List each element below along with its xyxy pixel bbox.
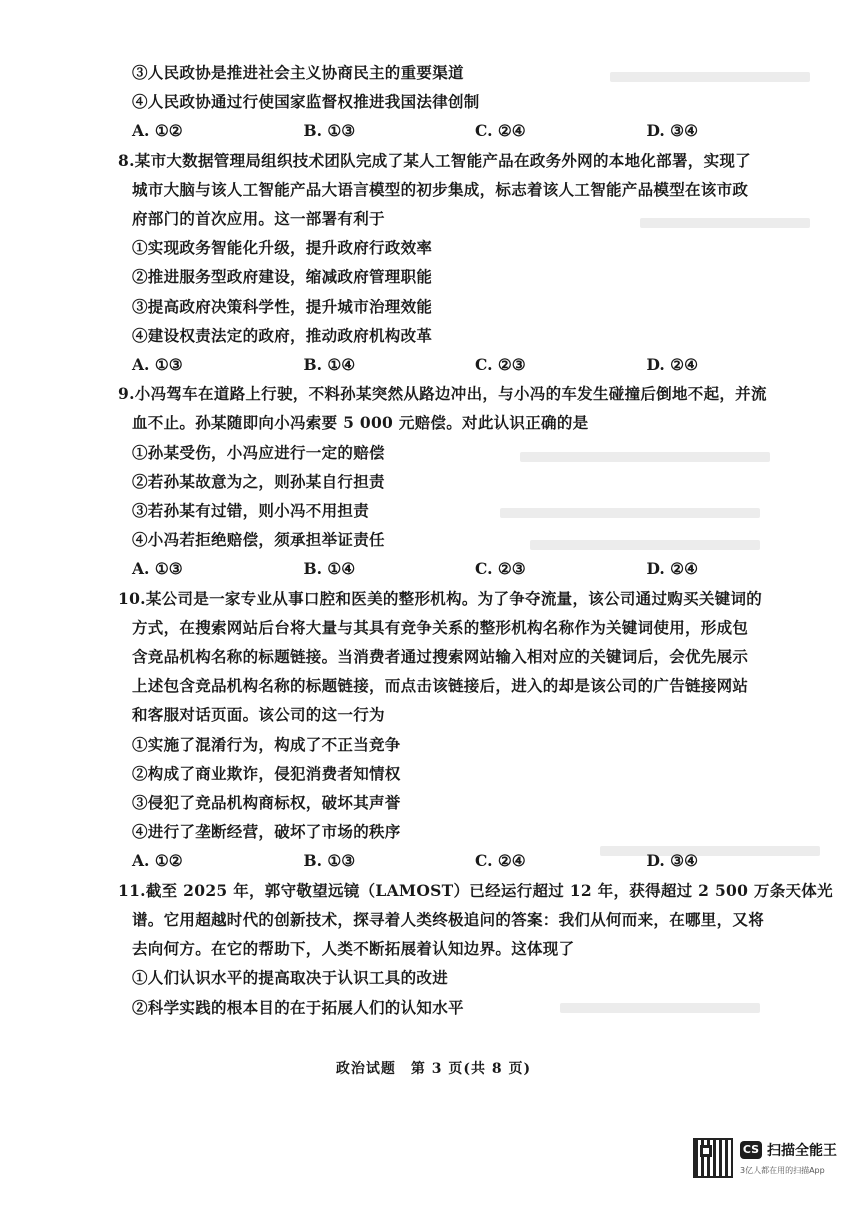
- q10-option-b[interactable]: B. ①③: [303, 851, 356, 871]
- q8-option-c[interactable]: C. ②③: [475, 355, 526, 375]
- q9-option-b[interactable]: B. ①④: [303, 559, 356, 579]
- q11-item-2: ②科学实践的根本目的在于拓展人们的认知水平: [132, 997, 464, 1017]
- q8-options: [118, 350, 818, 379]
- q8-option-b[interactable]: B. ①④: [303, 355, 356, 375]
- q9-stem: 血不止。孙某随即向小冯索要 5 000 元赔偿。对此认识正确的是: [132, 413, 589, 433]
- q8-item-1: ①实现政务智能化升级，提升政府行政效率: [132, 238, 433, 258]
- q9-stem: 9.小冯驾车在道路上行驶，不料孙某突然从路边冲出，与小冯的车发生碰撞后倒地不起，并流: [118, 384, 767, 404]
- q9-option-c[interactable]: C. ②③: [475, 559, 526, 579]
- q10-option-a[interactable]: A. ①②: [132, 851, 183, 871]
- q10-option-c[interactable]: C. ②④: [475, 851, 526, 871]
- q9-item-1: ①孙某受伤，小冯应进行一定的赔偿: [132, 442, 385, 462]
- q7-option-b[interactable]: B. ①③: [303, 121, 356, 141]
- q8-stem: 8.某市大数据管理局组织技术团队完成了某人工智能产品在政务外网的本地化部署，实现了: [118, 150, 751, 170]
- q11-stem: 去向何方。在它的帮助下，人类不断拓展着认知边界。这体现了: [132, 939, 575, 959]
- scanner-watermark: [693, 1138, 843, 1182]
- q8-stem: 城市大脑与该人工智能产品大语言模型的初步集成，标志着该人工智能产品模型在该市政: [132, 179, 749, 199]
- question-content: [118, 58, 833, 1022]
- q8-stem: 府部门的首次应用。这一部署有利于: [132, 209, 385, 229]
- q10-stem: 和客服对话页面。该公司的这一行为: [132, 705, 385, 725]
- q7-option-d[interactable]: D. ③④: [646, 121, 698, 141]
- q8-item-3: ③提高政府决策科学性，提升城市治理效能: [132, 296, 433, 316]
- q7-option-c[interactable]: C. ②④: [475, 121, 526, 141]
- scanner-brand: 扫描全能王: [767, 1143, 837, 1159]
- q9-option-d[interactable]: D. ②④: [646, 559, 698, 579]
- q9-option-a[interactable]: A. ①③: [132, 559, 183, 579]
- q11-stem: 11.截至 2025 年，郭守敬望远镜（LAMOST）已经运行超过 12 年，获得超过 2 500 万条天体光: [118, 880, 833, 900]
- q10-item-2: ②构成了商业欺诈，侵犯消费者知情权: [132, 763, 401, 783]
- q10-stem: 上述包含竞品机构名称的标题链接，而点击该链接后，进入的却是该公司的广告链接网站: [132, 676, 749, 696]
- q9-item-3: ③若孙某有过错，则小冯不用担责: [132, 501, 370, 521]
- q8-item-4: ④建设权责法定的政府，推动政府机构改革: [132, 325, 433, 345]
- q8-option-a[interactable]: A. ①③: [132, 355, 183, 375]
- q11-stem: 谱。它用超越时代的创新技术，探寻着人类终极追问的答案：我们从何而来，在哪里，又将: [132, 909, 765, 929]
- q7-options: [118, 116, 818, 145]
- q10-options: [118, 846, 818, 875]
- q10-stem: 10.某公司是一家专业从事口腔和医美的整形机构。为了争夺流量，该公司通过购买关键词的: [118, 588, 763, 608]
- q10-item-1: ①实施了混淆行为，构成了不正当竞争: [132, 734, 401, 754]
- q10-item-4: ④进行了垄断经营，破坏了市场的秩序: [132, 822, 401, 842]
- q11-item-1: ①人们认识水平的提高取决于认识工具的改进: [132, 968, 449, 988]
- q10-stem: 方式，在搜索网站后台将大量与其具有竞争关系的整形机构名称作为关键词使用，形成包: [132, 617, 749, 637]
- q9-item-4: ④小冯若拒绝赔偿，须承担举证责任: [132, 530, 385, 550]
- q10-item-3: ③侵犯了竞品机构商标权，破坏其声誉: [132, 793, 401, 813]
- q9-item-2: ②若孙某故意为之，则孙某自行担责: [132, 471, 385, 491]
- q7-item-3: ③人民政协是推进社会主义协商民主的重要渠道: [132, 63, 464, 82]
- q10-stem: 含竞品机构名称的标题链接。当消费者通过搜索网站输入相对应的关键词后，会优先展示: [132, 647, 749, 667]
- q7-item-4: ④人民政协通过行使国家监督权推进我国法律创制: [132, 92, 480, 112]
- q7-option-a[interactable]: A. ①②: [132, 121, 183, 141]
- q10-option-d[interactable]: D. ③④: [646, 851, 698, 871]
- q8-item-2: ②推进服务型政府建设，缩减政府管理职能: [132, 267, 433, 287]
- q8-option-d[interactable]: D. ②④: [646, 355, 698, 375]
- q9-options: [118, 554, 818, 583]
- camscanner-logo-icon: CS: [740, 1141, 762, 1159]
- page-footer: 政治试题 第 3 页(共 8 页): [335, 1061, 532, 1077]
- qr-code-icon: [693, 1138, 733, 1178]
- scanner-tagline: 3亿人都在用的扫描App: [740, 1166, 825, 1175]
